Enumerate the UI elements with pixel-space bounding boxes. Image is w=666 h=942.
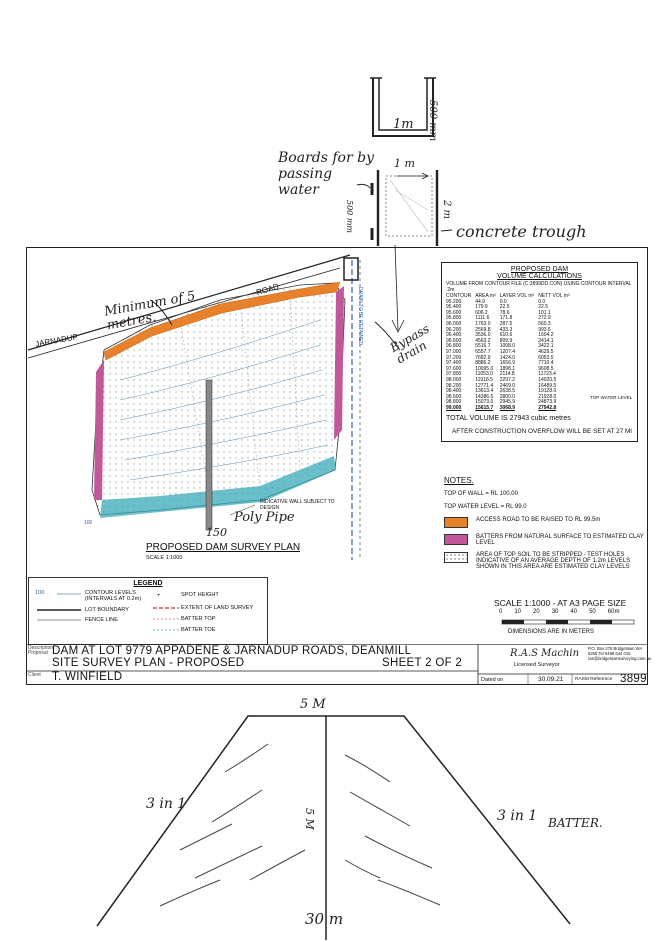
right-batter-label: 3 in 1 xyxy=(497,808,538,824)
volume-cell: 287.5 xyxy=(499,320,513,327)
poly-size-label: 150 xyxy=(206,526,227,539)
title-line2: SITE SURVEY PLAN - PROPOSED xyxy=(52,657,245,669)
volume-cell: 14020.5 xyxy=(538,376,557,383)
volume-cell: 2800.0 xyxy=(499,393,516,400)
col-layer-vol: LAYER VOL m³ xyxy=(499,293,535,299)
col-area: AREA m² xyxy=(475,293,496,299)
volume-cell: 101.1 xyxy=(538,309,551,316)
volume-cell: 12771.4 xyxy=(475,382,494,389)
ref-value: 3899 xyxy=(620,673,647,685)
volume-cell: 993.6 xyxy=(538,326,551,333)
volume-cell: 9608.5 xyxy=(538,365,554,372)
poly-pipe-label: Poly Pipe xyxy=(234,510,295,525)
tick-60: 60m xyxy=(607,609,620,615)
width-label: 1 m xyxy=(394,157,415,170)
volume-cell: 610.6 xyxy=(499,332,513,339)
volume-cell: 97.600 xyxy=(446,365,462,372)
col-contour: CONTOUR xyxy=(446,293,472,299)
volume-cell: 1898.1 xyxy=(499,365,516,372)
volume-cell: 22.5 xyxy=(499,304,510,311)
tick-0: 0 xyxy=(499,609,503,615)
volume-cell: 6557.7 xyxy=(475,348,491,355)
volume-cell: 44.9 xyxy=(475,298,485,305)
volume-cell: 3536.0 xyxy=(475,332,491,339)
volume-cell: 10095.0 xyxy=(475,365,494,372)
volume-source: VOLUME FROM CONTOUR FILE (C:3899DD.CON) USING CONTOUR INTERVAL .2m xyxy=(446,281,632,293)
volume-cell: 95.600 xyxy=(446,309,462,316)
volume-cell: 16489.5 xyxy=(538,382,557,389)
volume-cell: 95.200 xyxy=(446,298,462,305)
volume-cell: 99.000 xyxy=(446,404,462,411)
volume-cell: 97.200 xyxy=(446,354,462,361)
surveyor-address: P.O. Box 276 Bridgetown WA 6255 Tel 0498 644 015 ras@bridgetownsurveying.com.au xyxy=(588,646,652,661)
plan-scale: SCALE 1:1000 xyxy=(146,555,183,561)
trough-width-label: 1m xyxy=(393,117,414,132)
volume-cell: 15073.0 xyxy=(475,399,494,406)
tick-50: 50 xyxy=(589,609,596,615)
title-line1: DAM AT LOT 9779 APPADENE & JARNADUP ROADS, DEANMILL xyxy=(52,645,412,657)
volume-cell: 606.2 xyxy=(475,309,488,316)
tick-40: 40 xyxy=(570,609,578,615)
height-label: 5 M xyxy=(303,808,316,830)
legend-contour: CONTOUR LEVELS (INTERVALS AT 0.2m) xyxy=(85,590,142,602)
volume-cell: 2945.9 xyxy=(499,399,516,406)
volume-cell: 2638.5 xyxy=(499,388,516,395)
volume-cell: 7682.9 xyxy=(475,354,491,361)
jarnadup-label: JARNADUP xyxy=(34,332,79,349)
volume-cell: 96.000 xyxy=(446,320,462,327)
volume-title: PROPOSED DAM xyxy=(510,266,569,273)
boards-note-text: Boards for by passing water xyxy=(278,150,374,198)
volume-cell: 6053.5 xyxy=(538,354,554,361)
volume-cell: 0.0 xyxy=(499,298,507,305)
volume-cell: 22.5 xyxy=(538,304,548,311)
concrete-trough-label: concrete trough xyxy=(456,222,587,241)
volume-cell: 1763.0 xyxy=(475,320,491,327)
volume-cell: 560.3 xyxy=(538,320,551,327)
volume-cell: 96.200 xyxy=(446,326,462,333)
volume-subtitle: VOLUME CALCULATIONS xyxy=(497,273,582,280)
volume-cell: 2114.8 xyxy=(499,371,515,378)
tick-30: 30 xyxy=(551,609,559,615)
volume-cell: 98.200 xyxy=(446,382,462,389)
volume-cell: 1604.2 xyxy=(538,332,554,339)
key-access-road-text: ACCESS ROAD TO BE RAISED TO RL 99.5m xyxy=(476,517,601,523)
volume-cell: 98.600 xyxy=(446,393,462,400)
volume-cell: 21928.0 xyxy=(538,393,557,400)
desc-label: Description/ Proposal xyxy=(28,645,55,656)
volume-cell: 11918.5 xyxy=(475,376,493,383)
legend-contour-num: 100 xyxy=(35,590,45,596)
volume-cell: 2569.8 xyxy=(475,326,491,333)
volume-cell: 98.400 xyxy=(446,388,462,395)
volume-cell: 8886.2 xyxy=(475,360,491,367)
contour-100-label: 100 xyxy=(84,520,93,526)
volume-cell: 7710.4 xyxy=(538,360,554,367)
volume-cell: 5516.7 xyxy=(475,343,491,350)
depth-label-small: 500 mm xyxy=(345,200,354,233)
dated-label: Dated on xyxy=(481,677,504,683)
volume-cell: 272.9 xyxy=(538,315,551,322)
batter-word: BATTER. xyxy=(548,816,603,830)
volume-cell: 98.000 xyxy=(446,376,462,383)
volume-cell: 11723.4 xyxy=(538,371,556,378)
volume-cell: 1008.0 xyxy=(499,343,516,350)
volume-cell: 1656.9 xyxy=(499,360,516,367)
note-top-wall: TOP OF WALL = RL 100.00 xyxy=(444,491,518,497)
volume-cell: 3422.1 xyxy=(538,343,554,350)
volume-cell: 1207.4 xyxy=(499,348,516,355)
col-nett-vol: NETT VOL m³ xyxy=(538,293,570,299)
road-label: ROAD xyxy=(255,281,280,298)
client-label: Client xyxy=(28,672,41,678)
volume-cell: 3068.9 xyxy=(499,404,516,411)
volume-cell: 15615.7 xyxy=(475,404,494,411)
volume-cell: 95.800 xyxy=(446,315,462,322)
volume-cell: 1424.0 xyxy=(499,354,516,361)
legend-fence: FENCE LINE xyxy=(85,617,118,623)
volume-cell: 96.800 xyxy=(446,343,462,350)
note-top-water: TOP WATER LEVEL = RL 99.0 xyxy=(444,504,527,510)
volume-cell: 809.9 xyxy=(499,337,513,344)
client-name: T. WINFIELD xyxy=(52,671,123,683)
volume-cell: 78.6 xyxy=(499,309,510,316)
dated-value: 30.09.21 xyxy=(538,676,564,683)
volume-cell: 179.9 xyxy=(475,304,488,311)
volume-cell: 0.0 xyxy=(538,298,546,305)
key-top-soil-text: AREA OF TOP SOIL TO BE STRIPPED - TEST HOLES INDICATIVE OF AN AVERAGE DEPTH OF 1.2m LEVELS SHOWN IN THIS AREA ARE ESTIMATED CLAY LEVELS xyxy=(476,552,631,570)
total-volume: TOTAL VOLUME IS 27943 cubic metres xyxy=(446,415,571,423)
minimum-note: Minimum of 5 metres. xyxy=(103,288,197,334)
volume-cell: 1111.6 xyxy=(475,315,490,322)
volume-cell: 97.400 xyxy=(446,360,462,367)
volume-cell: 14386.5 xyxy=(475,393,494,400)
key-batters-text: BATTERS FROM NATURAL SURFACE TO ESTIMATED CLAY LEVEL xyxy=(476,534,644,546)
notes-heading: NOTES. xyxy=(444,476,474,485)
bypass-label: Bypass drain xyxy=(387,321,432,367)
volume-cell: 171.8 xyxy=(499,315,513,322)
volume-cell: 11053.0 xyxy=(475,371,493,378)
volume-cell: 2297.2 xyxy=(499,376,516,383)
wall-note: INDICATIVE WALL SUBJECT TO DESIGN xyxy=(260,499,335,511)
tick-20: 20 xyxy=(533,609,540,615)
volume-cell: 19128.0 xyxy=(538,388,557,395)
legend-batter-toe: BATTER TOE xyxy=(181,627,216,633)
volume-cell: 97.800 xyxy=(446,371,462,378)
surveyor-name: R.A.S Machin xyxy=(510,648,580,659)
svg-text:+: + xyxy=(157,593,161,599)
volume-cell: 24873.9 xyxy=(538,399,557,406)
ref-label: RASM Reference xyxy=(575,677,613,682)
overflow-note: AFTER CONSTRUCTION OVERFLOW WILL BE SET AT 27 Ml xyxy=(452,428,632,436)
volume-cell: 2469.0 xyxy=(499,382,516,389)
volume-cell: 27942.8 xyxy=(538,404,557,411)
volume-cell: 97.000 xyxy=(446,348,462,355)
legend-spot: SPOT HEIGHT xyxy=(181,592,219,598)
volume-cell: 4629.5 xyxy=(538,348,554,355)
left-batter-label: 3 in 1 xyxy=(146,796,187,812)
sheet-number: SHEET 2 OF 2 xyxy=(382,657,463,669)
volume-cell: 13613.4 xyxy=(475,388,494,395)
base-width-label: 30 m xyxy=(305,910,344,928)
volume-cell: 96.600 xyxy=(446,337,462,344)
legend-title: LEGEND xyxy=(133,580,163,587)
scale-title: SCALE 1:1000 - AT A3 PAGE SIZE xyxy=(494,598,627,608)
top-water-level-tag: TOP WATER LEVEL xyxy=(590,395,633,400)
trough-depth-label: 500 mm xyxy=(427,100,438,142)
volume-cell: 98.800 xyxy=(446,399,462,406)
volume-cell: 2414.1 xyxy=(538,337,554,344)
volume-cell: 433.3 xyxy=(499,326,513,333)
legend-batter-top: BATTER TOP xyxy=(181,616,216,622)
volume-cell: 95.400 xyxy=(446,304,462,311)
top-width-label: 5 M xyxy=(300,697,326,712)
tick-10: 10 xyxy=(514,609,522,615)
scale-note: DIMENSIONS ARE IN METERS xyxy=(508,629,595,635)
surveyor-role: Licensed Surveyor xyxy=(514,662,560,668)
drain-label: DRAIN TO BE RETAINED xyxy=(357,287,363,346)
plan-title: PROPOSED DAM SURVEY PLAN xyxy=(146,542,301,553)
length-label: 2 m xyxy=(441,200,452,220)
legend-extent: EXTENT OF LAND SURVEY xyxy=(181,605,254,611)
volume-cell: 4563.2 xyxy=(475,337,491,344)
volume-cell: 96.400 xyxy=(446,332,462,339)
legend-lot: LOT BOUNDARY xyxy=(85,607,129,613)
